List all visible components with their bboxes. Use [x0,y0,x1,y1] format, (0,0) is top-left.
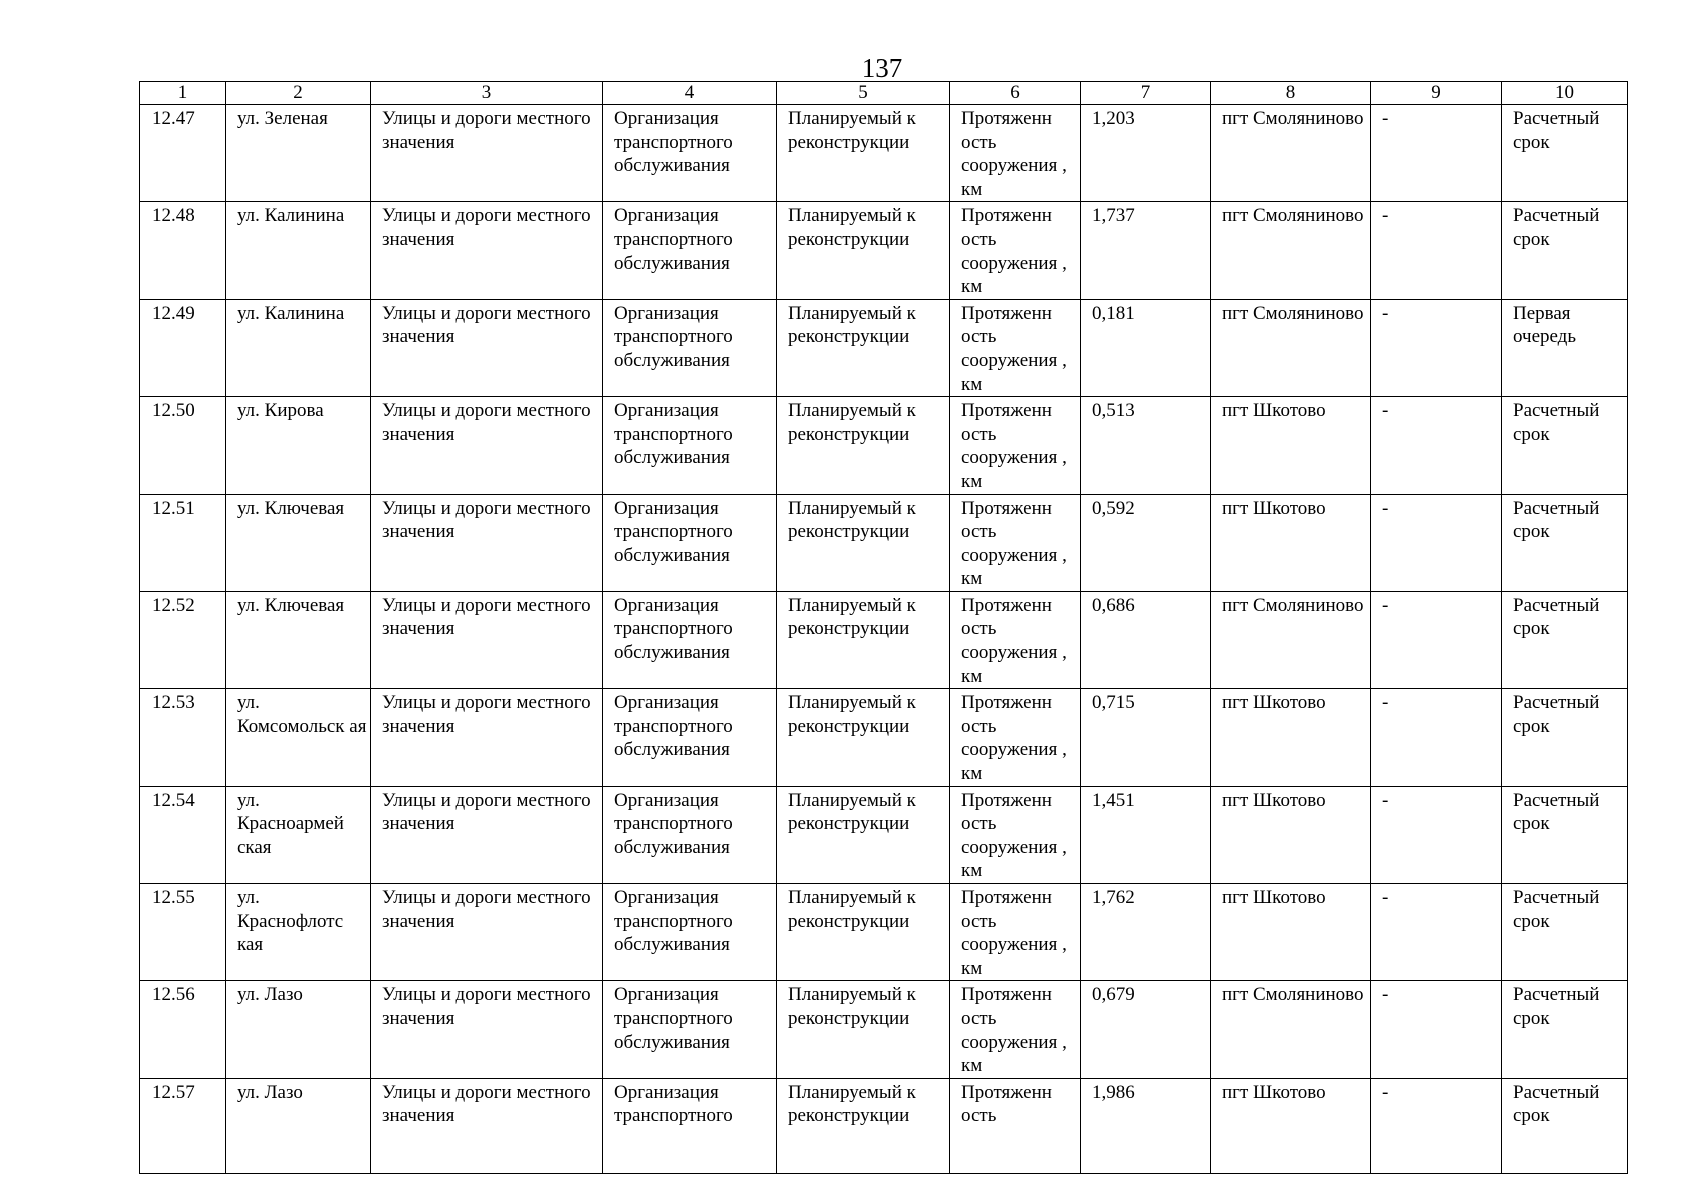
table-row [140,786,1628,883]
characteristic-value: 0,679 [1081,981,1211,1078]
object-purpose: Организация транспортного обслуживания [603,494,777,591]
object-type: Улицы и дороги местного значения [371,397,603,494]
zone-cell: - [1371,689,1502,786]
implementation-term: Расчетный срок [1502,202,1628,299]
object-purpose: Организация транспортного обслуживания [603,786,777,883]
street-name: ул. Комсомольск ая [226,689,371,786]
row-number: 12.57 [140,1078,226,1173]
implementation-term: Расчетный срок [1502,981,1628,1078]
table-row [140,397,1628,494]
object-status: Планируемый к реконструкции [777,397,950,494]
object-purpose: Организация транспортного обслуживания [603,299,777,396]
table-row [140,105,1628,202]
implementation-term: Расчетный срок [1502,494,1628,591]
table-row [140,1078,1628,1173]
object-purpose: Организация транспортного обслуживания [603,689,777,786]
object-type: Улицы и дороги местного значения [371,786,603,883]
object-status: Планируемый к реконструкции [777,591,950,688]
object-status: Планируемый к реконструкции [777,202,950,299]
column-number: 3 [371,82,603,105]
characteristic-name: Протяженн ость [950,1078,1081,1173]
row-number: 12.54 [140,786,226,883]
row-number: 12.48 [140,202,226,299]
column-number: 4 [603,82,777,105]
object-type: Улицы и дороги местного значения [371,1078,603,1173]
object-type: Улицы и дороги местного значения [371,981,603,1078]
characteristic-name: Протяженн ость сооружения , км [950,786,1081,883]
object-type: Улицы и дороги местного значения [371,591,603,688]
implementation-term: Первая очередь [1502,299,1628,396]
column-number-row [140,82,1628,105]
implementation-term: Расчетный срок [1502,786,1628,883]
page-number: 137 [861,53,903,83]
zone-cell: - [1371,105,1502,202]
column-number: 9 [1371,82,1502,105]
zone-cell: - [1371,299,1502,396]
characteristic-value: 0,181 [1081,299,1211,396]
object-purpose: Организация транспортного обслуживания [603,202,777,299]
zone-cell: - [1371,397,1502,494]
object-purpose: Организация транспортного обслуживания [603,884,777,981]
object-status: Планируемый к реконструкции [777,689,950,786]
table-row [140,884,1628,981]
implementation-term: Расчетный срок [1502,591,1628,688]
characteristic-name: Протяженн ость сооружения , км [950,299,1081,396]
object-status: Планируемый к реконструкции [777,884,950,981]
location: пгт Шкотово [1211,397,1371,494]
location: пгт Шкотово [1211,689,1371,786]
location: пгт Смоляниново [1211,105,1371,202]
column-number: 5 [777,82,950,105]
characteristic-name: Протяженн ость сооружения , км [950,689,1081,786]
implementation-term: Расчетный срок [1502,105,1628,202]
street-name: ул. Краснофлотс кая [226,884,371,981]
row-number: 12.49 [140,299,226,396]
object-type: Улицы и дороги местного значения [371,105,603,202]
object-status: Планируемый к реконструкции [777,299,950,396]
table-row [140,591,1628,688]
table-row [140,981,1628,1078]
location: пгт Шкотово [1211,786,1371,883]
location: пгт Смоляниново [1211,202,1371,299]
row-number: 12.53 [140,689,226,786]
table-row [140,299,1628,396]
zone-cell: - [1371,591,1502,688]
object-purpose: Организация транспортного обслуживания [603,591,777,688]
characteristic-value: 0,686 [1081,591,1211,688]
characteristic-value: 0,592 [1081,494,1211,591]
location: пгт Смоляниново [1211,981,1371,1078]
column-number: 10 [1502,82,1628,105]
street-name: ул. Зеленая [226,105,371,202]
object-status: Планируемый к реконструкции [777,786,950,883]
implementation-term: Расчетный срок [1502,689,1628,786]
column-number: 7 [1081,82,1211,105]
street-name: ул. Калинина [226,202,371,299]
location: пгт Смоляниново [1211,591,1371,688]
characteristic-name: Протяженн ость сооружения , км [950,981,1081,1078]
row-number: 12.55 [140,884,226,981]
characteristic-value: 0,513 [1081,397,1211,494]
infrastructure-table [139,81,1628,1174]
object-purpose: Организация транспортного [603,1078,777,1173]
object-status: Планируемый к реконструкции [777,981,950,1078]
zone-cell: - [1371,494,1502,591]
object-type: Улицы и дороги местного значения [371,689,603,786]
implementation-term: Расчетный срок [1502,397,1628,494]
street-name: ул. Кирова [226,397,371,494]
row-number: 12.51 [140,494,226,591]
location: пгт Смоляниново [1211,299,1371,396]
street-name: ул. Калинина [226,299,371,396]
characteristic-value: 1,737 [1081,202,1211,299]
object-purpose: Организация транспортного обслуживания [603,397,777,494]
object-type: Улицы и дороги местного значения [371,884,603,981]
column-number: 2 [226,82,371,105]
table-row [140,494,1628,591]
street-name: ул. Лазо [226,981,371,1078]
characteristic-value: 1,203 [1081,105,1211,202]
column-number: 6 [950,82,1081,105]
characteristic-value: 1,762 [1081,884,1211,981]
zone-cell: - [1371,981,1502,1078]
column-number: 1 [140,82,226,105]
object-type: Улицы и дороги местного значения [371,299,603,396]
implementation-term: Расчетный срок [1502,884,1628,981]
street-name: ул. Ключевая [226,591,371,688]
object-type: Улицы и дороги местного значения [371,494,603,591]
table-row [140,689,1628,786]
characteristic-name: Протяженн ость сооружения , км [950,591,1081,688]
zone-cell: - [1371,786,1502,883]
street-name: ул. Ключевая [226,494,371,591]
characteristic-value: 0,715 [1081,689,1211,786]
object-type: Улицы и дороги местного значения [371,202,603,299]
location: пгт Шкотово [1211,884,1371,981]
street-name: ул. Лазо [226,1078,371,1173]
zone-cell: - [1371,884,1502,981]
street-name: ул. Красноармей ская [226,786,371,883]
characteristic-value: 1,986 [1081,1078,1211,1173]
implementation-term: Расчетный срок [1502,1078,1628,1173]
row-number: 12.50 [140,397,226,494]
characteristic-name: Протяженн ость сооружения , км [950,202,1081,299]
row-number: 12.56 [140,981,226,1078]
location: пгт Шкотово [1211,494,1371,591]
row-number: 12.47 [140,105,226,202]
zone-cell: - [1371,1078,1502,1173]
zone-cell: - [1371,202,1502,299]
characteristic-name: Протяженн ость сооружения , км [950,397,1081,494]
row-number: 12.52 [140,591,226,688]
table-row [140,202,1628,299]
characteristic-value: 1,451 [1081,786,1211,883]
characteristic-name: Протяженн ость сооружения , км [950,884,1081,981]
characteristic-name: Протяженн ость сооружения , км [950,105,1081,202]
location: пгт Шкотово [1211,1078,1371,1173]
object-status: Планируемый к реконструкции [777,494,950,591]
characteristic-name: Протяженн ость сооружения , км [950,494,1081,591]
object-purpose: Организация транспортного обслуживания [603,105,777,202]
object-status: Планируемый к реконструкции [777,105,950,202]
column-number: 8 [1211,82,1371,105]
object-purpose: Организация транспортного обслуживания [603,981,777,1078]
object-status: Планируемый к реконструкции [777,1078,950,1173]
